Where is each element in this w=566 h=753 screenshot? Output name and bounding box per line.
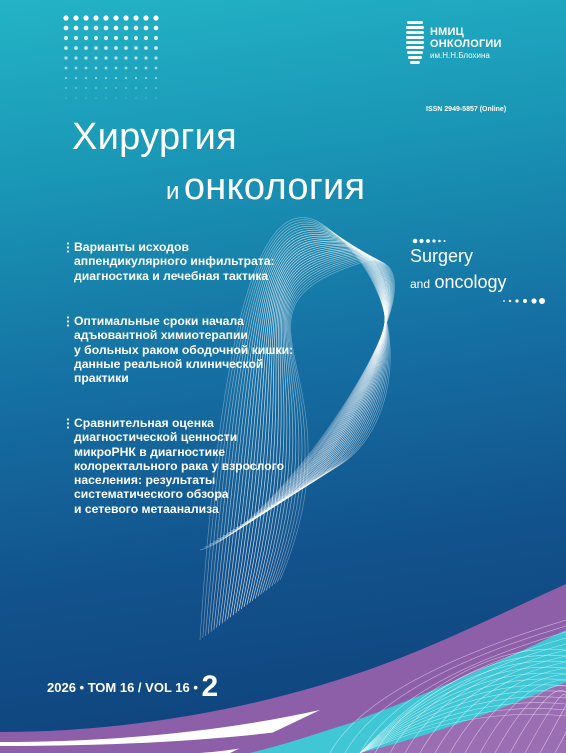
- article-title-line: и сетевого метаанализа: [74, 501, 219, 516]
- bottom-swoosh-decoration: [0, 560, 566, 753]
- article-title: [74, 240, 354, 283]
- journal-title-en-line2: [410, 272, 507, 293]
- journal-title-en-line1: Surgery: [410, 246, 474, 266]
- issue-info: [47, 666, 219, 703]
- journal-title-main: онкология: [183, 166, 366, 208]
- article-title-line: данные реальной клинической: [74, 356, 264, 371]
- journal-title-line1: Хирургия: [72, 116, 238, 158]
- publisher-line2: ОНКОЛОГИИ: [430, 38, 502, 50]
- dots-decoration-bottom: [500, 296, 546, 306]
- dots-decoration-top: [412, 236, 472, 246]
- article-title-line: микроРНК в диагностике: [74, 444, 225, 459]
- article-title-line: населения: результаты: [74, 473, 216, 488]
- article-title-line: систематического обзора: [74, 487, 229, 502]
- article-title-line: колоректального рака у взрослого: [74, 458, 285, 473]
- article-title-line: диагностика и лечебная тактика: [74, 268, 269, 283]
- journal-title-en-main: oncology: [434, 272, 507, 292]
- issn-label: ISSN 2949-5857 (Online): [426, 106, 507, 113]
- article-title-line: у больных раком ободочной кишки:: [74, 342, 294, 357]
- article-title: [74, 314, 354, 385]
- issue-volume: 2026 • ТОМ 16 / VOL 16 •: [47, 680, 198, 695]
- journal-title-line2: [166, 166, 365, 209]
- bullet-dots-icon: [66, 242, 70, 256]
- bullet-dots-icon: [66, 316, 70, 330]
- journal-title-prefix: и: [166, 178, 180, 205]
- article-title-line: адъювантной химиотерапии: [74, 328, 249, 343]
- article-title-line: Варианты исходов: [74, 240, 189, 254]
- article-title-line: Оптимальные сроки начала: [74, 314, 244, 328]
- article-title-line: диагностической ценности: [74, 430, 238, 445]
- article-title-line: практики: [74, 371, 129, 386]
- publisher-line1: НМИЦ: [430, 26, 464, 38]
- publisher-line3: им.Н.Н.Блохина: [430, 51, 490, 60]
- article-title: [74, 416, 354, 516]
- article-title-line: Сравнительная оценка: [74, 416, 214, 430]
- article-title-line: аппендикулярного инфильтрата:: [74, 254, 275, 269]
- journal-title-en-prefix: and: [410, 277, 431, 291]
- issue-number: 2: [201, 670, 219, 703]
- bullet-dots-icon: [66, 418, 70, 432]
